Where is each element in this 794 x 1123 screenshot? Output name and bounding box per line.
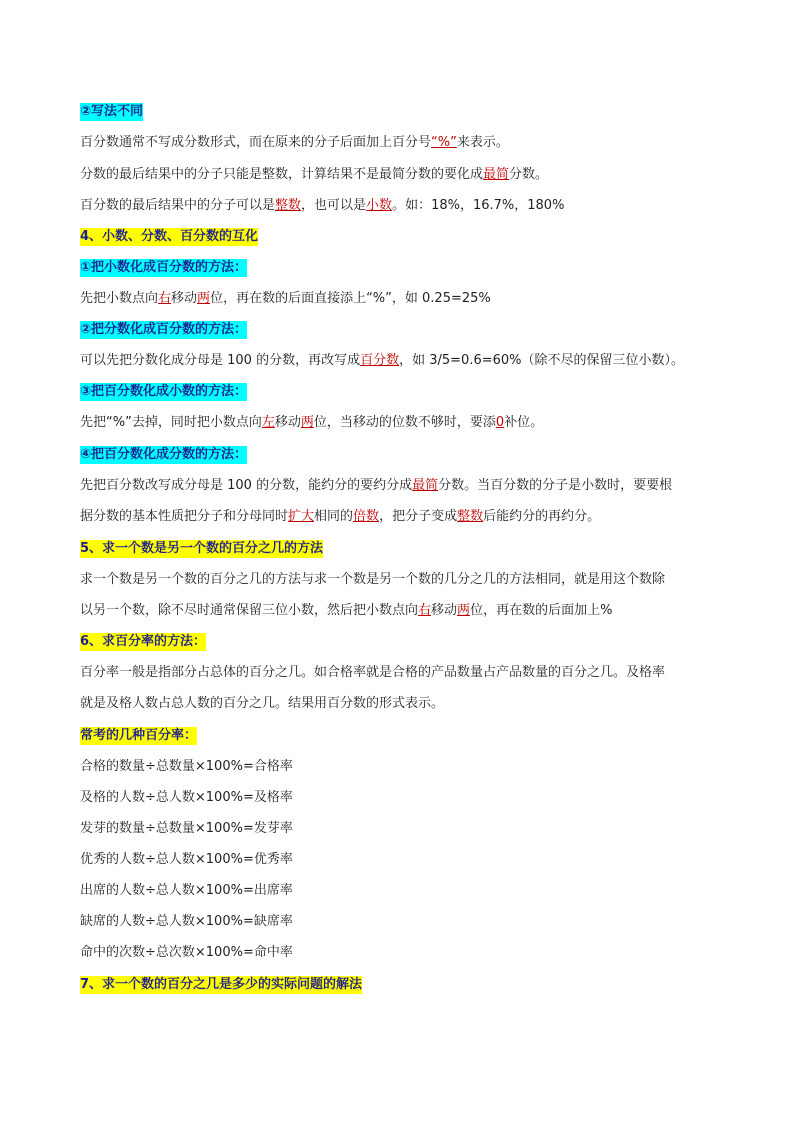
- key-term: 扩大: [288, 509, 315, 524]
- paragraph-line: 求一个数是另一个数的百分之几的方法与求一个数是另一个数的几分之几的方法相同，就是用这个数除: [80, 572, 666, 587]
- formula-line: 优秀的人数÷总人数×100%=优秀率: [80, 852, 293, 867]
- formula-line: 合格的数量÷总数量×100%=合格率: [80, 759, 293, 774]
- paragraph-line: 可以先把分数化成分母是 100 的分数，再改写成百分数，如 3/5=0.6=60%（除不尽的保留三位小数）。: [80, 353, 685, 368]
- key-term: 最简: [483, 167, 510, 182]
- key-term: 整数: [457, 509, 484, 524]
- key-term: 整数: [275, 198, 302, 213]
- formula-line: 出席的人数÷总人数×100%=出席率: [80, 883, 293, 898]
- section-heading-percent-of: 5、求一个数是另一个数的百分之几的方法: [80, 541, 324, 556]
- paragraph-line: 先把小数点向右移动两位，再在数的后面直接添上“%”，如 0.25=25%: [80, 291, 491, 306]
- key-term: 两: [197, 291, 211, 306]
- section-heading-writing: ②写法不同: [80, 104, 144, 119]
- key-term: 两: [457, 603, 471, 618]
- method-heading: ①把小数化成百分数的方法：: [80, 260, 248, 275]
- paragraph-line: 先把“%”去掉，同时把小数点向左移动两位，当移动的位数不够时，要添0补位。: [80, 415, 544, 430]
- paragraph-line: 以另一个数，除不尽时通常保留三位小数，然后把小数点向右移动两位，再在数的后面加上%: [80, 603, 613, 618]
- formula-line: 缺席的人数÷总人数×100%=缺席率: [80, 914, 293, 929]
- formula-line: 命中的次数÷总次数×100%=命中率: [80, 945, 293, 960]
- key-term: 百分数: [360, 353, 400, 368]
- key-term: “%”: [431, 135, 457, 150]
- key-term: 0: [495, 415, 505, 430]
- key-term: 两: [300, 415, 314, 430]
- key-term: 倍数: [353, 509, 380, 524]
- paragraph-line: 百分数通常不写成分数形式，而在原来的分子后面加上百分号“%”来表示。: [80, 135, 509, 150]
- method-heading: ④把百分数化成分数的方法：: [80, 447, 248, 462]
- key-term: 最简: [412, 478, 439, 493]
- formula-line: 及格的人数÷总人数×100%=及格率: [80, 790, 293, 805]
- section-heading-find-part: 7、求一个数的百分之几是多少的实际问题的解法: [80, 977, 363, 992]
- key-term: 右: [418, 603, 432, 618]
- formula-line: 发芽的数量÷总数量×100%=发芽率: [80, 821, 293, 836]
- section-heading-conversion: 4、小数、分数、百分数的互化: [80, 229, 259, 244]
- method-heading: ②把分数化成百分数的方法：: [80, 322, 248, 337]
- paragraph-line: 分数的最后结果中的分子只能是整数，计算结果不是最简分数的要化成最简分数。: [80, 167, 549, 182]
- paragraph-line: 百分数的最后结果中的分子可以是整数，也可以是小数。如：18%，16.7%，180%: [80, 198, 565, 213]
- method-heading: ③把百分数化成小数的方法：: [80, 384, 248, 399]
- paragraph-line: 先把百分数改写成分母是 100 的分数，能约分的要约分成最简分数。当百分数的分子是小数时，要要根: [80, 478, 673, 493]
- key-term: 右: [158, 291, 172, 306]
- key-term: 左: [261, 415, 275, 430]
- paragraph-line: 百分率一般是指部分占总体的百分之几。如合格率就是合格的产品数量占产品数量的百分之几。及格率: [80, 665, 666, 680]
- paragraph-line: 就是及格人数占总人数的百分之几。结果用百分数的形式表示。: [80, 696, 445, 711]
- section-heading-rate: 6、求百分率的方法：: [80, 634, 207, 649]
- paragraph-line: 据分数的基本性质把分子和分母同时扩大相同的倍数，把分子变成整数后能约分的再约分。: [80, 509, 601, 524]
- key-term: 小数: [366, 198, 393, 213]
- subsection-heading-common-rates: 常考的几种百分率：: [80, 728, 198, 743]
